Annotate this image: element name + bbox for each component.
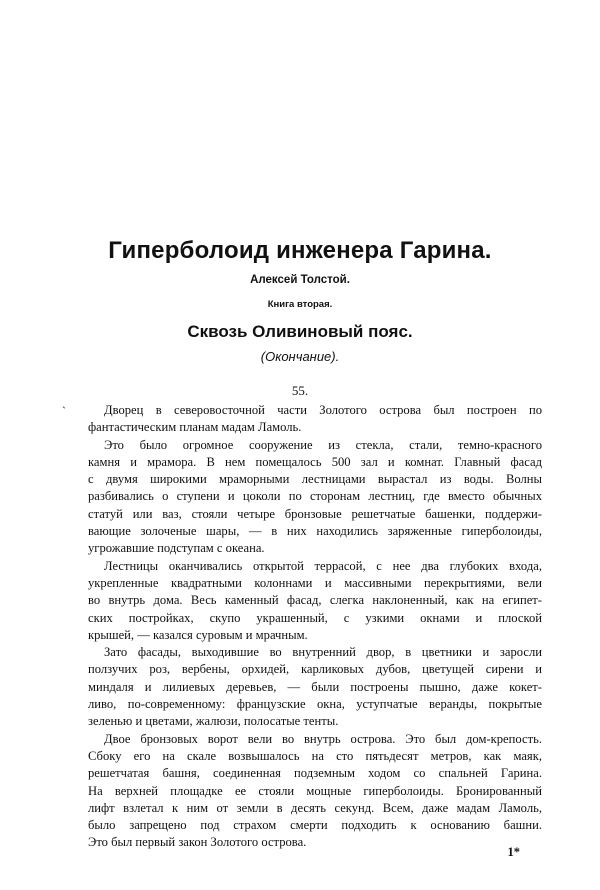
text-line: Двое бронзовых ворот вели во внутрь острова. Это был дом-крепость. [104,731,542,746]
text-line: угрожавшие подступам с океана. [88,541,265,556]
text-line: На верхней площадке ее стояли мощные гиперболоиды. Бронированный [88,783,542,798]
text-line: фантастическим планам мадам Ламоль. [88,420,302,435]
paragraph [88,644,542,730]
text-line: Это было огромное сооружение из стекла, стали, темно-красного [104,437,542,452]
text-line: ливо, по-современному: французские окна, уступчатые веранды, покрытые [88,697,542,712]
text-line: решетчатая башня, соединенная подземным ходом со спальней Гарина. [88,766,542,781]
text-line: ползучих роз, вербены, орхидей, карликовых дубов, цветущей сирени и [88,662,542,677]
author-name: Алексей Толстой. [250,274,350,286]
text-line: Зато фасады, выходившие во внутренний двор, в цветники и заросли [104,645,542,660]
text-line: зеленью и цветами, жалюзи, полосатые тенты. [88,714,339,729]
paragraph [88,437,542,558]
page-number: 1* [507,845,520,859]
work-title: Гиперболоид инженера Гарина. [108,237,492,264]
text-line: разбивались о ступени и цоколи по сторонам лестниц, где вместо обычных [88,489,542,504]
paragraph [88,558,542,644]
text-line: Сбоку его на скале возвышалось на сто пятьдесят метров, как маяк, [88,748,542,763]
part-title: Сквозь Оливиновый пояс. [187,322,413,341]
text-line: Дворец в северовосточной части Золотого острова был построен по [104,403,542,417]
text-line: укрепленные квадратными колоннами и массивными перекрытиями, вели [88,575,542,590]
paragraph [88,402,542,437]
text-line: во внутрь дома. Весь каменный фасад, слегка наклоненный, как на египет- [88,593,542,608]
text-line: Лестницы оканчивались открытой террасой, с нее два глубоких входа, [104,558,542,573]
text-line: ских постройках, скупо украшенный, с узкими окнами и плоской [88,610,542,625]
text-line: статуй или ваз, стояли четыре бронзовые решетчатые башенки, поддержи- [88,506,542,521]
text-line: Это был первый закон Золотого острова. [88,835,307,850]
continuation-note: (Окончание). [260,349,340,364]
text-line: крышей, — казался суровым и мрачным. [88,627,308,642]
margin-mark: ` [62,404,66,418]
text-line: было запрещено под страхом смерти подходить к основанию башни. [88,818,542,833]
chapter-number: 55. [291,383,309,398]
body-text [88,402,542,852]
paragraph [88,731,542,852]
text-line: лифт взлетал к ним от земли в десять секунд. Всем, даже мадам Ламоль, [88,800,542,815]
text-line: с двумя широкими мраморными лестницами вырастал из воды. Волны [88,472,542,487]
book-label: Книга вторая. [267,299,333,310]
text-line: вающие золоченые шары, — в них находились заряженные гиперболоиды, [88,524,542,539]
text-line: камня и мрамора. В нем помещалось 500 зал и комнат. Главный фасад [88,454,542,469]
text-line: миндаля и лилиевых деревьев, — были построены пышно, даже кокет- [88,679,542,694]
